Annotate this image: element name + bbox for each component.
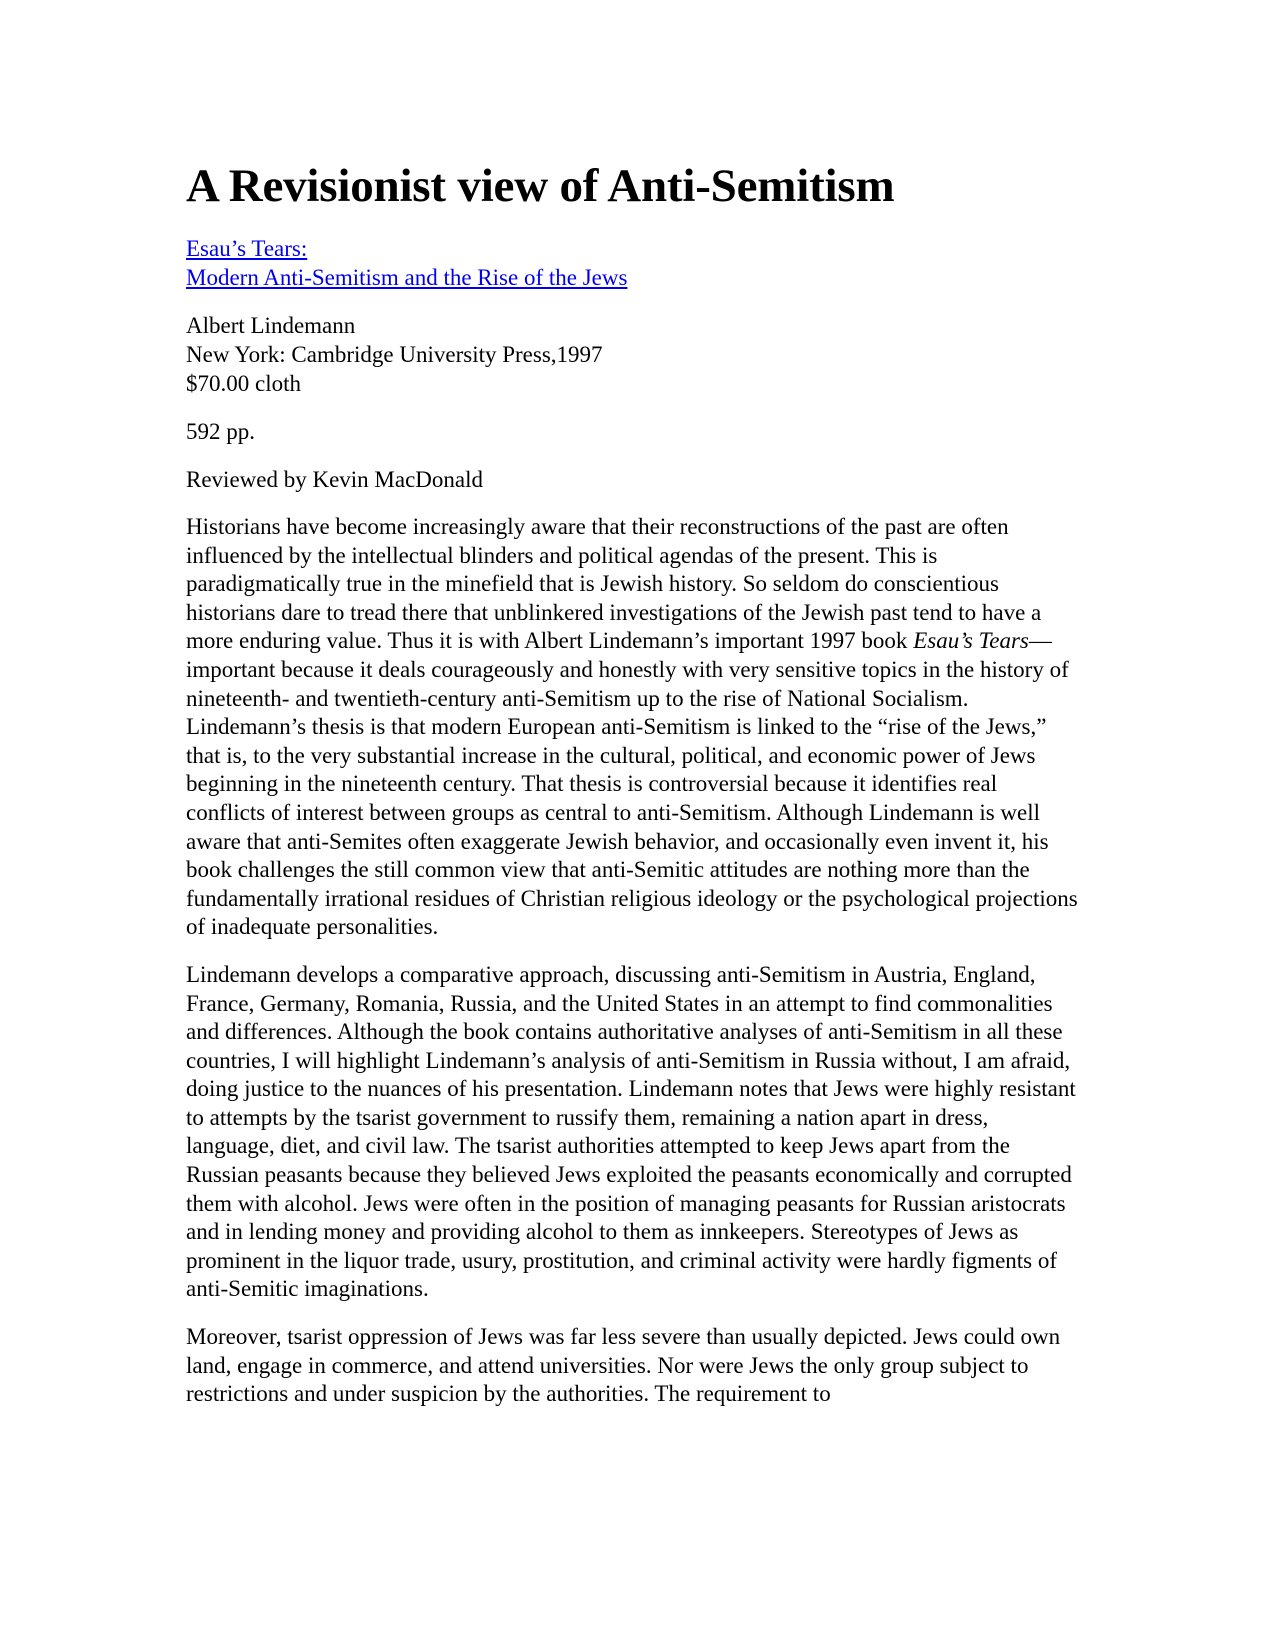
article-title: A Revisionist view of Anti-Semitism xyxy=(186,160,895,212)
book-title-links xyxy=(186,234,1086,292)
reviewer-name: Reviewed by Kevin MacDonald xyxy=(186,467,484,492)
book-pages xyxy=(186,417,1086,446)
reviewer-line xyxy=(186,465,1086,494)
book-publisher: New York: Cambridge University Press,1997 xyxy=(186,342,603,367)
book-author: Albert Lindemann xyxy=(186,313,356,338)
book-page-count: 592 pp. xyxy=(186,419,255,444)
paragraph-1-start: Historians have become increasingly aware that their reconstructions of the past are often influenced by the intellectual blinders and political agendas of the present. This is paradigmatically true in the minefield that is Jewish history. So seldom do conscientious historians dare to tread there that unblinkered investigations of the Jewish past tend to have a more enduring value. Thus it is with Albert Lindemann’s important 1997 book xyxy=(186,514,1042,654)
document-page xyxy=(186,158,1086,1428)
paragraph-1-end: —important because it deals courageously and honestly with very sensitive topics in the history of nineteenth- and twentieth-century anti-Semitism up to the rise of National Socialism. Lindemann’s thesis is that modern European anti-Semitism is linked to the “rise of the Jews,” that is, to the very substantial increase in the cultural, political, and economic power of Jews beginning in the nineteenth century. That thesis is controversial because it identifies real conflicts of interest between groups as central to anti-Semitism. Although Lindemann is well aware that anti-Semites often exaggerate Jewish behavior, and occasionally even invent it, his book challenges the still common view that anti-Semitic attitudes are nothing more than the fundamentally irrational residues of Christian religious ideology or the psychological projections of inadequate personalities. xyxy=(186,628,1078,940)
book-subtitle-link[interactable]: Modern Anti-Semitism and the Rise of the Jews xyxy=(186,265,628,290)
book-details xyxy=(186,311,1086,398)
paragraph-1-book-title: Esau’s Tears xyxy=(913,628,1029,654)
book-price: $70.00 cloth xyxy=(186,371,301,396)
book-title-link[interactable]: Esau’s Tears: xyxy=(186,236,308,261)
paragraph-3: Moreover, tsarist oppression of Jews was far less severe than usually depicted. Jews could own land, engage in commerce, and attend universities. Nor were Jews the only group subject to restrictions and under suspicion by the authorities. The requirement to xyxy=(186,1324,1061,1407)
paragraph-2: Lindemann develops a comparative approach, discussing anti-Semitism in Austria, England, France, Germany, Romania, Russia, and the United States in an attempt to find commonalities and differences. Although the book contains authoritative analyses of anti-Semitism in all these countries, I will highlight Lindemann’s analysis of anti-Semitism in Russia without, I am afraid, doing justice to the nuances of his presentation. Lindemann notes that Jews were highly resistant to attempts by the tsarist government to russify them, remaining a nation apart in dress, language, diet, and civil law. The tsarist authorities attempted to keep Jews apart from the Russian peasants because they believed Jews exploited the peasants economically and corrupted them with alcohol. Jews were often in the position of managing peasants for Russian aristocrats and in lending money and providing alcohol to them as innkeepers. Stereotypes of Jews as prominent in the liquor trade, usury, prostitution, and criminal activity were hardly figments of anti-Semitic imaginations. xyxy=(186,961,1076,1302)
paragraph-1 xyxy=(186,513,1081,942)
